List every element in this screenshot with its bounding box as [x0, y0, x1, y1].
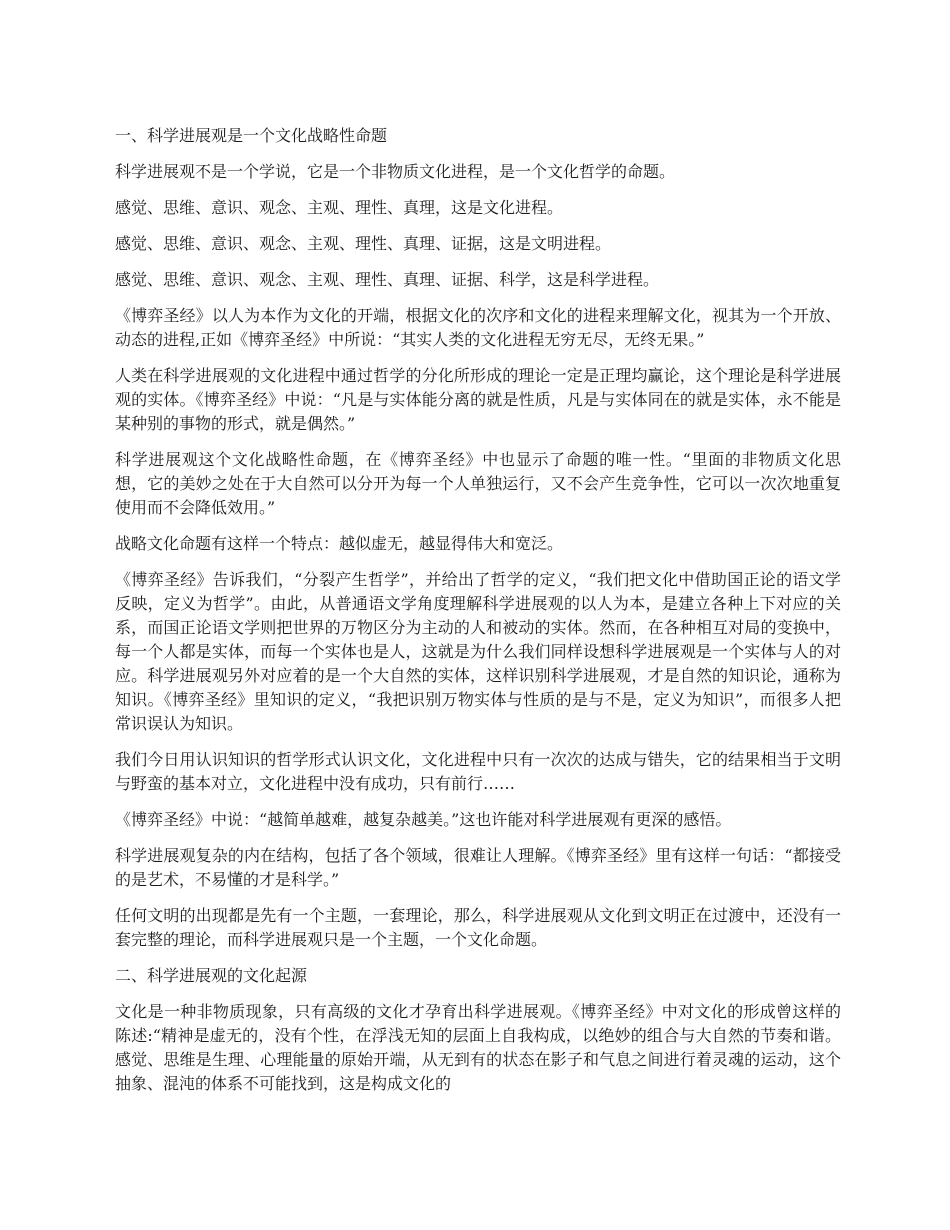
paragraph-14: 文化是一种非物质现象，只有高级的文化才孕育出科学进展观。《博弈圣经》中对文化的形成曾这样的陈述:“精神是虚无的，没有个性，在浮浅无知的层面上自我构成，以绝妙的组合与大自然的节奏和谐。感觉、思维是生理、心理能量的原始开端，从无到有的状态在影子和气息之间进行着灵魂的运动，这个抽象、混沌的体系不可能找到，这是构成文化的 [115, 1002, 841, 1093]
paragraph-4: 感觉、思维、意识、观念、主观、理性、真理、证据、科学，这是科学进程。 [115, 270, 660, 289]
paragraph-12: 科学进展观复杂的内在结构，包括了各个领域，很难让人理解。《博弈圣经》里有这样一句话：“都接受的是艺术，不易懂的才是科学。” [115, 846, 841, 889]
paragraph-11: 《博弈圣经》中说：“越简单越难，越复杂越美。”这也许能对科学进展观有更深的感悟。 [115, 810, 732, 829]
paragraph-10: 我们今日用认识知识的哲学形式认识文化，文化进程中只有一次次的达成与错失，它的结果相当于文明与野蛮的基本对立，文化进程中没有成功，只有前行…… [115, 750, 841, 793]
paragraph-7: 科学进展观这个文化战略性命题，在《博弈圣经》中也显示了命题的唯一性。“里面的非物质文化思想，它的美妙之处在于大自然可以分开为每一个人单独运行，又不会产生竞争性，它可以一次次地重复使用而不会降低效用。” [115, 450, 841, 517]
paragraph-2: 感觉、思维、意识、观念、主观、理性、真理，这是文化进程。 [115, 198, 564, 217]
paragraph-3: 感觉、思维、意识、观念、主观、理性、真理、证据，这是文明进程。 [115, 234, 612, 253]
paragraph-8: 战略文化命题有这样一个特点：越似虚无，越显得伟大和宽泛。 [115, 534, 564, 553]
section-heading-1: 一、科学进展观是一个文化战略性命题 [115, 126, 388, 145]
paragraph-13: 任何文明的出现都是先有一个主题，一套理论，那么，科学进展观从文化到文明正在过渡中，还没有一套完整的理论，而科学进展观只是一个主题，一个文化命题。 [115, 906, 841, 949]
section-heading-2: 二、科学进展观的文化起源 [115, 966, 308, 985]
paragraph-5: 《博弈圣经》以人为本作为文化的开端，根据文化的次序和文化的进程来理解文化，视其为一个开放、动态的进程,正如《博弈圣经》中所说：“其实人类的文化进程无穷无尽，无终无果。” [115, 306, 841, 349]
paragraph-6: 人类在科学进展观的文化进程中通过哲学的分化所形成的理论一定是正理均赢论，这个理论是科学进展观的实体。《博弈圣经》中说：“凡是与实体能分离的就是性质，凡是与实体同在的就是实体，永不能是某种别的事物的形式，就是偶然。” [115, 366, 841, 433]
document-page [115, 124, 841, 1108]
paragraph-9: 《博弈圣经》告诉我们，“分裂产生哲学”，并给出了哲学的定义，“我们把文化中借助国正论的语文学反映，定义为哲学”。由此，从普通语文学角度理解科学进展观的以人为本，是建立各种上下对应的关系，而国正论语文学则把世界的万物区分为主动的人和被动的实体。然而，在各种相互对局的变换中，每一个人都是实体，而每一个实体也是人，这就是为什么我们同样设想科学进展观是一个实体与人的对应。科学进展观另外对应着的是一个大自然的实体，这样识别科学进展观，才是自然的知识论，通称为知识。《博弈圣经》里知识的定义，“我把识别万物实体与性质的是与不是，定义为知识”，而很多人把常识误认为知识。 [115, 570, 841, 733]
paragraph-1: 科学进展观不是一个学说，它是一个非物质文化进程，是一个文化哲学的命题。 [115, 162, 676, 181]
